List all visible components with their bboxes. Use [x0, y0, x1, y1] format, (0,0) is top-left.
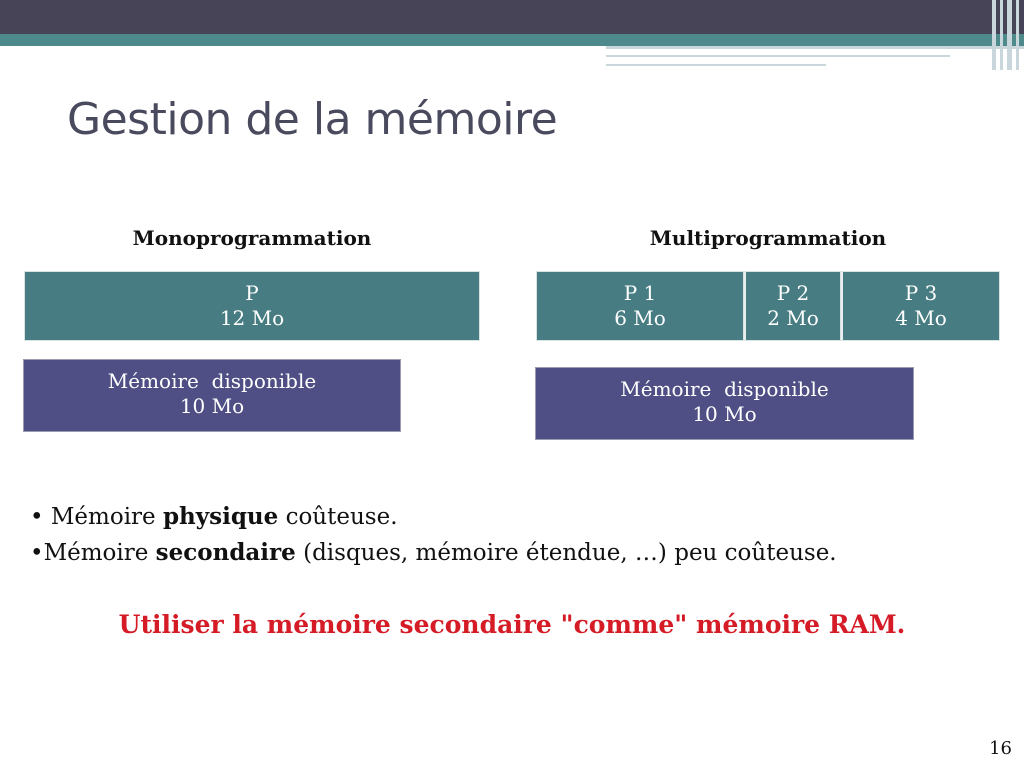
- multi-process-block: [536, 271, 744, 341]
- header-deco-vbar: [992, 0, 996, 70]
- multi-process-block: [841, 271, 1000, 341]
- header-deco-vbar: [1007, 0, 1012, 70]
- process-name: P 1: [623, 281, 657, 305]
- header-deco-vbar: [1000, 0, 1003, 70]
- process-size: 4 Mo: [895, 306, 947, 330]
- bullet-item: •Mémoire secondaire (disques, mémoire étendue, …) peu coûteuse.: [30, 539, 837, 566]
- multi-heading: Multiprogrammation: [649, 226, 887, 250]
- process-size: 2 Mo: [767, 306, 819, 330]
- page-title: Gestion de la mémoire: [67, 94, 558, 145]
- multi-process-block: [744, 271, 841, 341]
- page-number: 16: [989, 738, 1012, 759]
- bullet-list: [30, 499, 837, 571]
- process-size: 12 Mo: [219, 306, 285, 330]
- mono-process-block: [24, 271, 480, 341]
- mono-free-memory-block: [23, 359, 401, 432]
- header-deco-vbar: [1016, 0, 1019, 70]
- free-memory-size: 10 Mo: [692, 402, 757, 426]
- process-name: P 2: [776, 281, 810, 305]
- mono-heading: Monoprogrammation: [132, 226, 372, 250]
- header-deco-line: [606, 46, 1024, 49]
- process-size: 6 Mo: [614, 306, 666, 330]
- process-name: P: [245, 281, 259, 305]
- free-memory-label: Mémoire disponible: [107, 369, 317, 393]
- multi-free-memory-block: [535, 367, 914, 440]
- header-deco-line: [606, 55, 950, 57]
- free-memory-label: Mémoire disponible: [620, 377, 829, 401]
- header-bar: [0, 0, 1024, 34]
- header-deco-line: [606, 64, 826, 66]
- emphasis-statement: Utiliser la mémoire secondaire "comme" mémoire RAM.: [118, 610, 906, 639]
- process-name: P 3: [904, 281, 938, 305]
- free-memory-size: 10 Mo: [179, 394, 245, 418]
- bullet-item: • Mémoire physique coûteuse.: [30, 503, 398, 530]
- header-accent-bar: [0, 34, 1024, 46]
